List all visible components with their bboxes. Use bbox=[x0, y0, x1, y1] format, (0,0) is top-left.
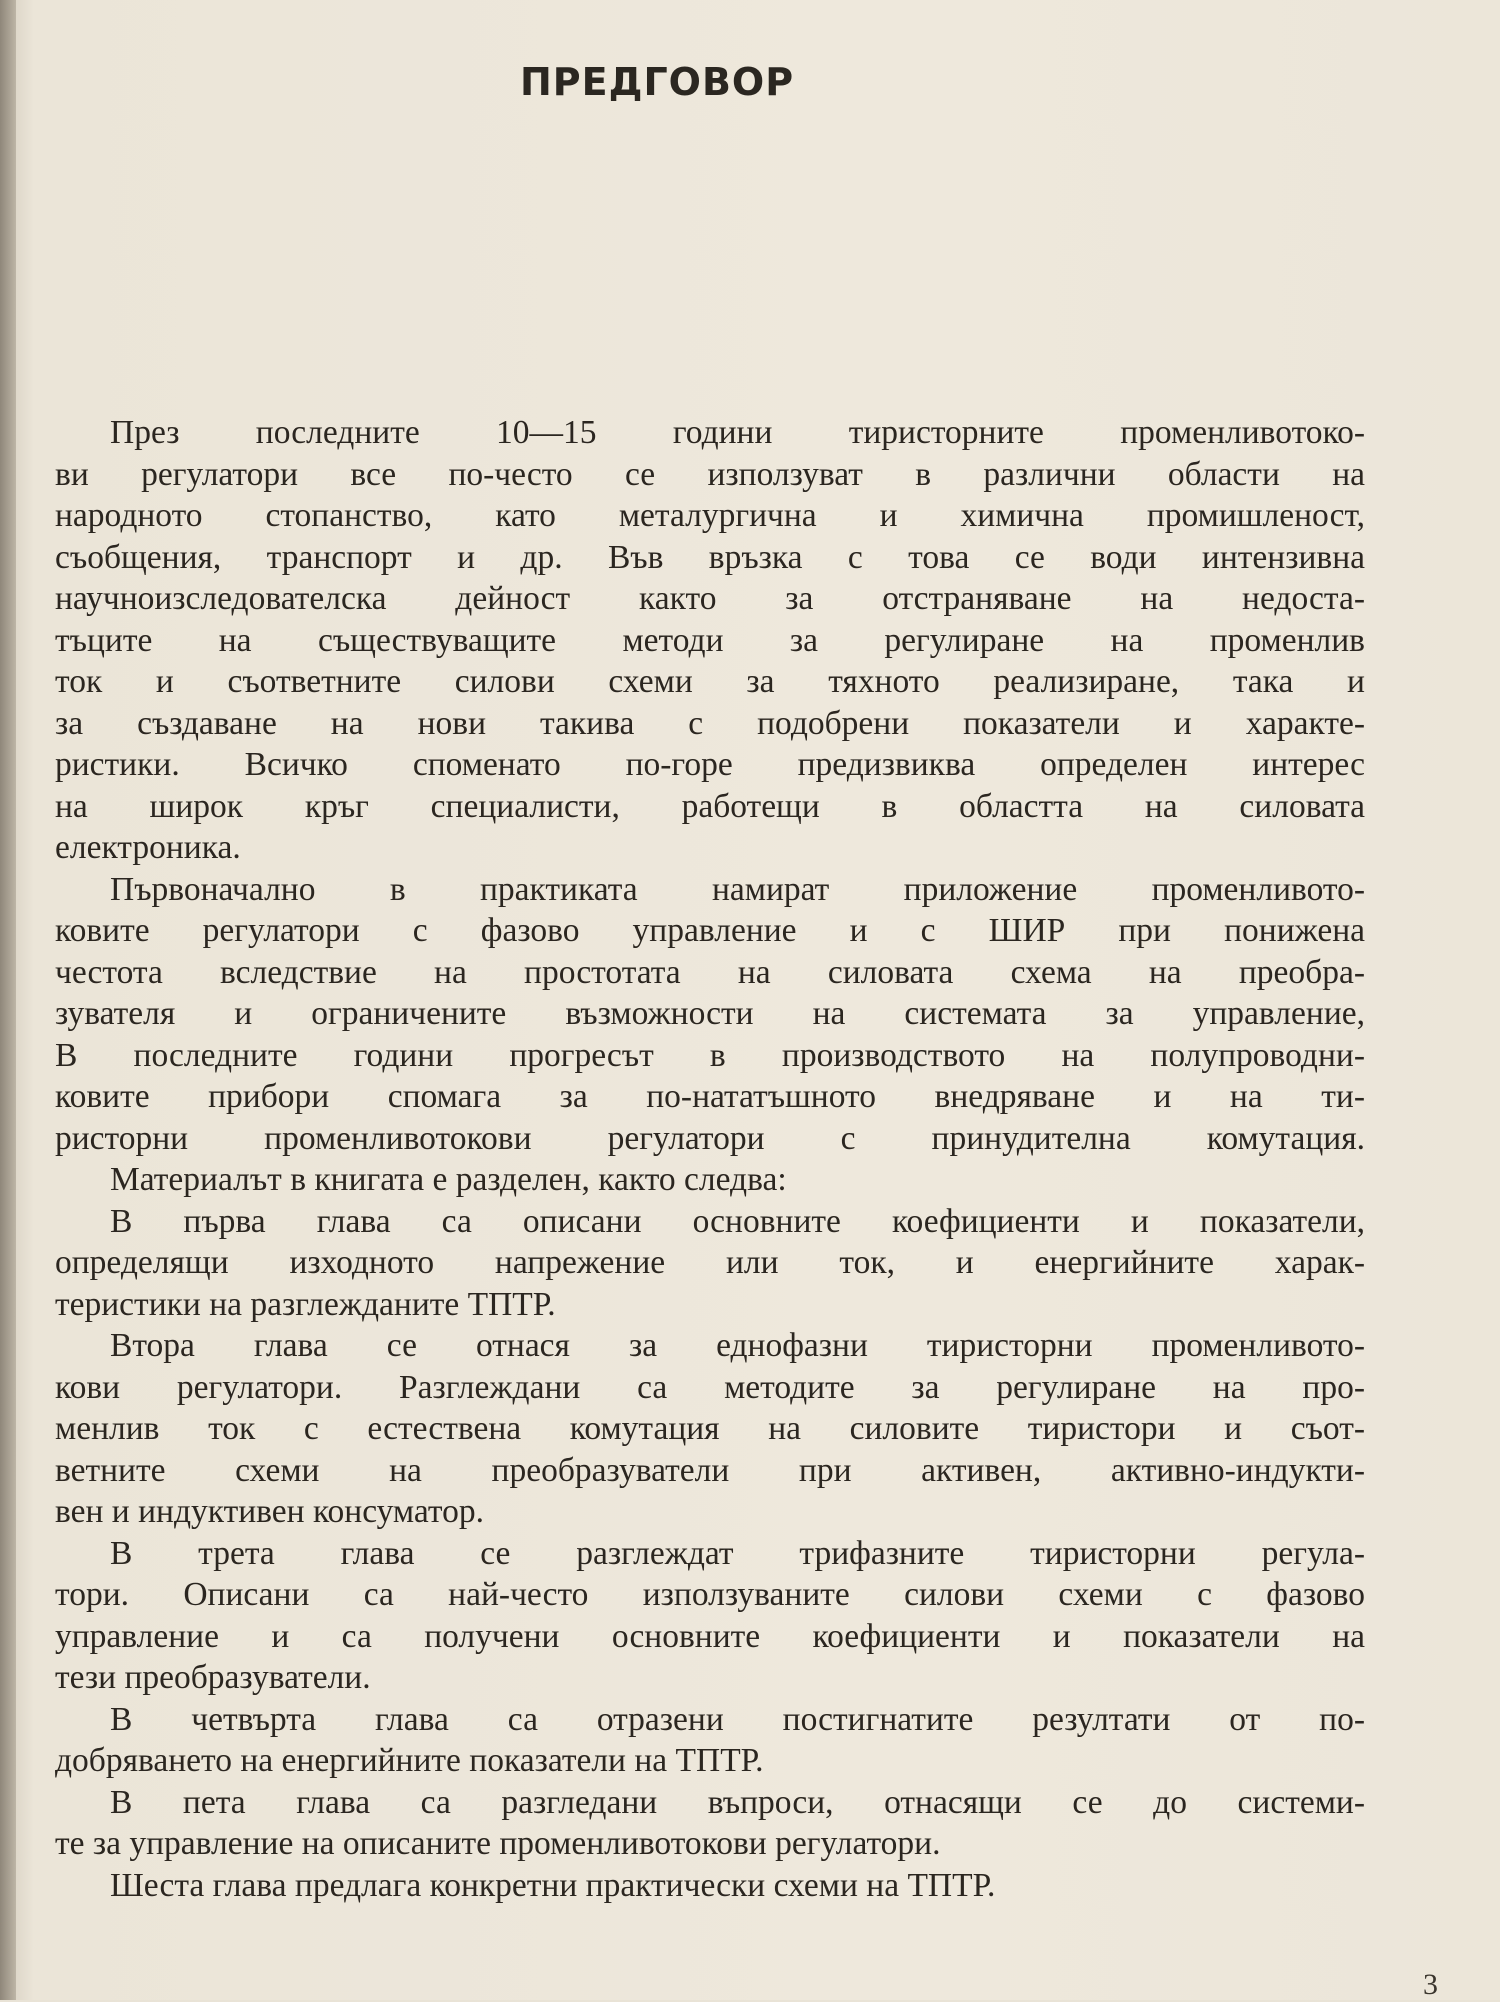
text-line: честота вследствие на простотата на силовата схема на преобра- bbox=[55, 953, 1365, 991]
text-line: научноизследователска дейност както за отстраняване на недоста- bbox=[55, 580, 1365, 617]
text-line: вен и индуктивен консуматор. bbox=[55, 1493, 484, 1530]
text-line: ристики. Всичко споменато по-горе предизвиква определен интерес bbox=[55, 746, 1365, 783]
text-line: тези преобразуватели. bbox=[55, 1659, 371, 1696]
text-line: В първа глава са описани основните коефициенти и показатели, bbox=[110, 1202, 1365, 1240]
text-line: В трета глава се разглеждат трифазните тиристорни регула- bbox=[110, 1534, 1365, 1572]
text-line: Първоначално в практиката намират приложение променливото- bbox=[110, 870, 1365, 908]
text-line: тъците на съществуващите методи за регулиране на променлив bbox=[55, 621, 1365, 659]
text-line: на широк кръг специалисти, работещи в областта на силовата bbox=[55, 787, 1365, 825]
text-line: В последните години прогресът в производството на полупроводни- bbox=[55, 1036, 1365, 1074]
text-line: Материалът в книгата е разделен, както следва: bbox=[110, 1161, 787, 1198]
text-line: ветните схеми на преобразуватели при активен, активно-индукти- bbox=[55, 1451, 1365, 1489]
text-line: ковите прибори спомага за по-нататъшното внедряване и на ти- bbox=[55, 1078, 1365, 1115]
page-binding-shadow bbox=[0, 0, 16, 2000]
text-line: ристорни променливотокови регулатори с принудителна комутация. bbox=[55, 1119, 1365, 1157]
text-line: В пета глава са разгледани въпроси, отнасящи се до системи- bbox=[110, 1783, 1365, 1821]
text-line: те за управление на описаните променливотокови регулатори. bbox=[55, 1825, 941, 1862]
text-line: ток и съответните силови схеми за тяхното реализиране, така и bbox=[55, 663, 1365, 700]
text-line: за създаване на нови такива с подобрени показатели и характе- bbox=[55, 704, 1365, 742]
text-line: Шеста глава предлага конкретни практически схеми на ТПТР. bbox=[110, 1866, 996, 1904]
text-line: ви регулатори все по-често се използуват в различни области на bbox=[55, 455, 1365, 493]
text-line: управление и са получени основните коефициенти и показатели на bbox=[55, 1617, 1365, 1655]
text-line: теристики на разглежданите ТПТР. bbox=[55, 1285, 556, 1323]
text-line: ковите регулатори с фазово управление и с ШИР при понижена bbox=[55, 912, 1365, 949]
text-line: зувателя и ограничените възможности на системата за управление, bbox=[55, 995, 1365, 1032]
text-line: добряването на енергийните показатели на ТПТР. bbox=[55, 1742, 764, 1779]
text-line: менлив ток с естествена комутация на силовите тиристори и съот- bbox=[55, 1410, 1365, 1447]
page-number: 3 bbox=[1423, 1968, 1438, 2001]
text-line: тори. Описани са най-често използуваните силови схеми с фазово bbox=[55, 1576, 1365, 1613]
text-line: електроника. bbox=[55, 829, 241, 866]
text-line: Втора глава се отнася за еднофазни тиристорни променливото- bbox=[110, 1327, 1365, 1364]
text-line: През последните 10—15 години тиристорните променливотоко- bbox=[110, 414, 1365, 451]
preface-body bbox=[55, 412, 1365, 1906]
page-title: ПРЕДГОВОР bbox=[520, 60, 795, 104]
text-line: определящи изходното напрежение или ток, и енергийните харак- bbox=[55, 1244, 1365, 1281]
text-line: кови регулатори. Разглеждани са методите за регулиране на про- bbox=[55, 1368, 1365, 1406]
text-line: В четвърта глава са отразени постигнатите резултати от по- bbox=[110, 1700, 1365, 1738]
text-line: съобщения, транспорт и др. Във връзка с това се води интензивна bbox=[55, 538, 1365, 576]
text-line: народното стопанство, като металургична и химична промишленост, bbox=[55, 497, 1365, 534]
